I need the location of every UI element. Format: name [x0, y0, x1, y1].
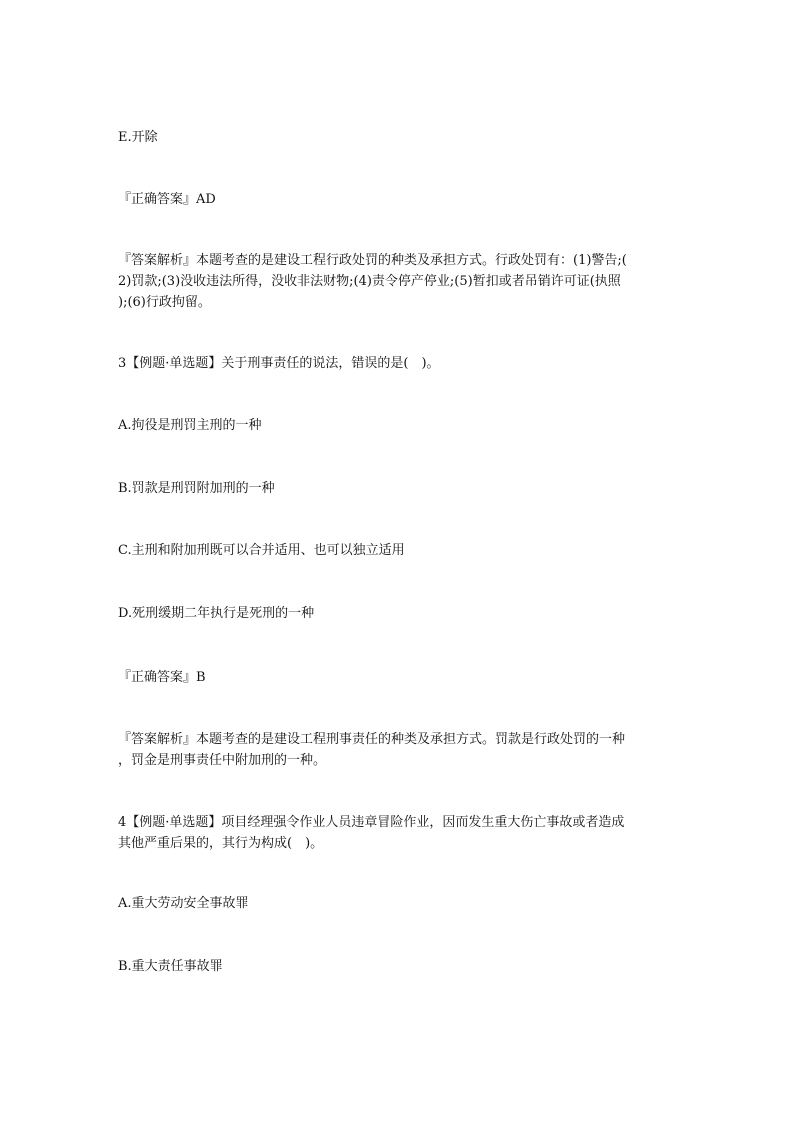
q4-option-a: A.重大劳动安全事故罪	[118, 896, 249, 911]
analysis-1-line-2: 2)罚款;(3)没收违法所得，没收非法财物;(4)责令停产停业;(5)暂扣或者吊销许可证(执照	[118, 274, 621, 289]
analysis-3-line-2: ，罚金是刑事责任中附加刑的一种。	[118, 753, 327, 768]
option-e-text: E.开除	[118, 130, 158, 145]
question-3-text: 3【例题·单选题】关于刑事责任的说法，错误的是( )。	[118, 356, 440, 371]
question-4-line-1: 4【例题·单选题】项目经理强令作业人员违章冒险作业，因而发生重大伤亡事故或者造成	[118, 815, 625, 830]
answer-3-text: 『正确答案』B	[118, 670, 206, 685]
analysis-3-line-1: 『答案解析』本题考查的是建设工程刑事责任的种类及承担方式。罚款是行政处罚的一种	[118, 732, 626, 747]
q4-option-b: B.重大责任事故罪	[118, 959, 223, 974]
analysis-1-line-3: );(6)行政拘留。	[118, 295, 211, 310]
question-4-line-2: 其他严重后果的，其行为构成( )。	[118, 836, 324, 851]
analysis-1-line-1: 『答案解析』本题考查的是建设工程行政处罚的种类及承担方式。行政处罚有：(1)警告;(	[118, 253, 627, 268]
q3-option-c: C.主刑和附加刑既可以合并适用、也可以独立适用	[118, 543, 405, 558]
answer-1-text: 『正确答案』AD	[118, 192, 216, 207]
q3-option-a: A.拘役是刑罚主刑的一种	[118, 418, 262, 433]
q3-option-b: B.罚款是刑罚附加刑的一种	[118, 481, 275, 496]
q3-option-d: D.死刑缓期二年执行是死刑的一种	[118, 606, 315, 621]
